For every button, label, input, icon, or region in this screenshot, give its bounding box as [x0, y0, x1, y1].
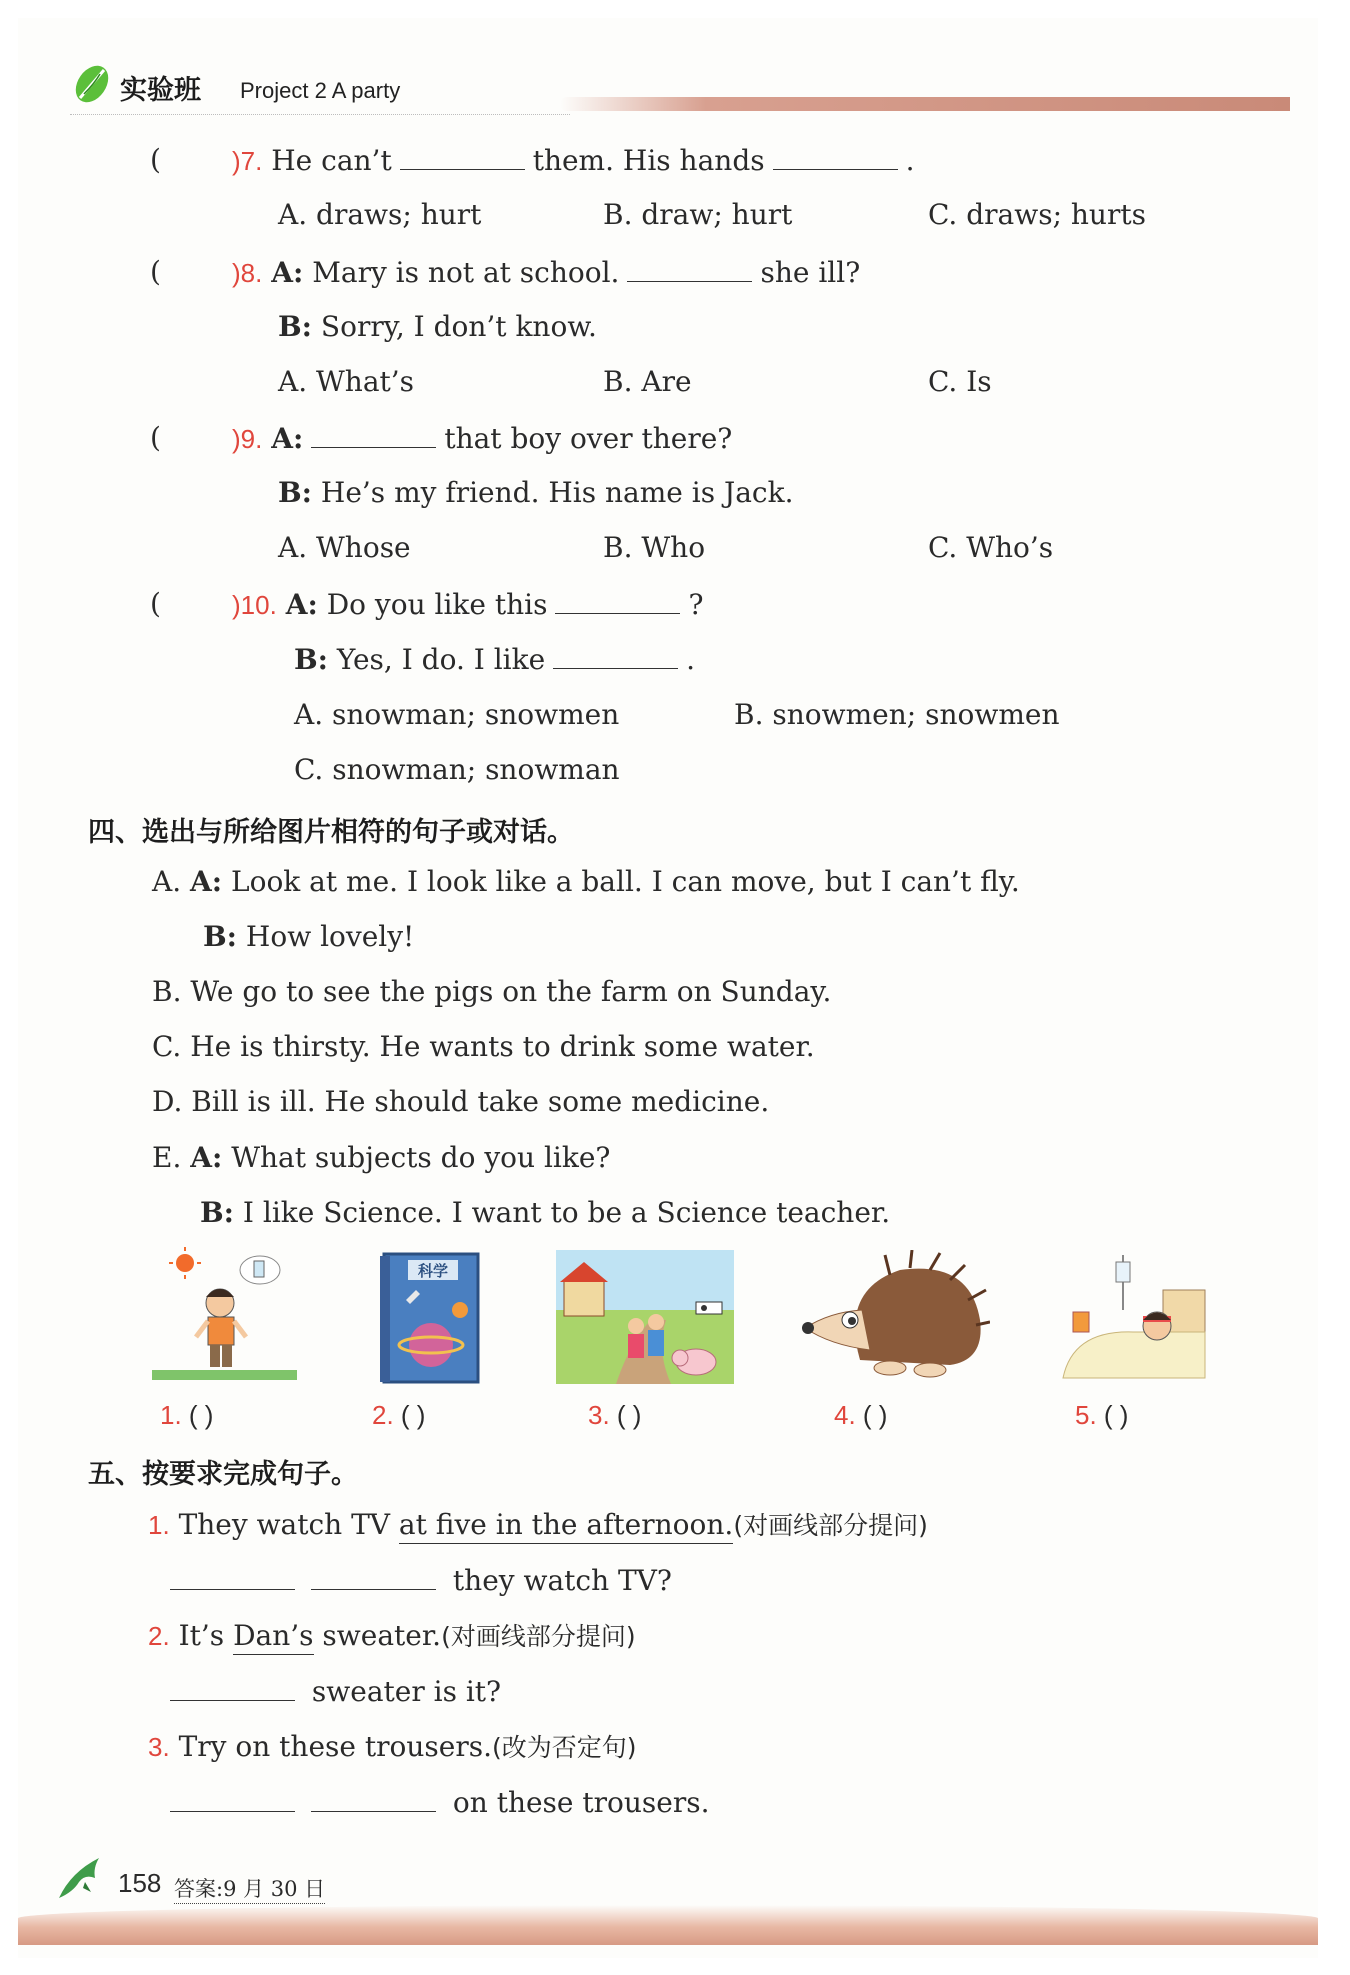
header-divider	[70, 114, 570, 115]
choice-e: E. A: What subjects do you like?	[152, 1141, 611, 1174]
answer-paren-open: (	[150, 143, 161, 176]
answer-blank[interactable]	[311, 421, 436, 448]
answer-blank[interactable]	[555, 587, 680, 614]
choice-c: C. He is thirsty. He wants to drink some water.	[152, 1030, 815, 1063]
option-c: C. snowman; snowman	[294, 753, 620, 786]
question-number: )9.	[232, 424, 263, 454]
option-b: B. Who	[603, 531, 706, 564]
answer-blank[interactable]	[311, 1563, 436, 1590]
page-number: 158	[118, 1868, 162, 1898]
thirsty-boy-picture	[150, 1245, 300, 1385]
answer-blank[interactable]	[773, 143, 898, 170]
question-number: )8.	[232, 258, 263, 288]
header-bar	[560, 97, 1290, 111]
answer-blank[interactable]	[170, 1785, 295, 1812]
answer-paren-open: (	[150, 255, 161, 288]
question-9: )9. A: that boy over there?	[232, 422, 733, 455]
dialogue-b: B: He’s my friend. His name is Jack.	[278, 476, 794, 509]
option-a: A. snowman; snowmen	[294, 698, 620, 731]
option-c: C. Is	[928, 365, 992, 398]
answer-blank[interactable]	[553, 642, 678, 669]
project-title: Project 2 A party	[240, 78, 401, 103]
task-1-answer: they watch TV?	[170, 1563, 672, 1598]
answer-blank[interactable]	[170, 1563, 295, 1590]
task-3-answer: on these trousers.	[170, 1785, 710, 1820]
sick-boy-picture	[1053, 1250, 1213, 1384]
option-b: B. Are	[603, 365, 692, 398]
choice-b: B. We go to see the pigs on the farm on Sunday.	[152, 975, 832, 1008]
question-10: )10. A: Do you like this ?	[232, 588, 704, 621]
science-book-picture	[376, 1250, 484, 1386]
answer-blank[interactable]	[170, 1674, 295, 1701]
picture-label-1: 1. ( )	[160, 1400, 214, 1430]
dialogue-b: B: Sorry, I don’t know.	[278, 310, 597, 343]
option-a: A. Whose	[278, 531, 411, 564]
picture-label-3: 3. ( )	[588, 1400, 642, 1430]
choice-a-reply: B: How lovely!	[203, 920, 415, 953]
option-b: B. snowmen; snowmen	[734, 698, 1060, 731]
task-1: 1. They watch TV at five in the afternoon.(对画线部分提问)	[148, 1508, 928, 1543]
dialogue-b: B: Yes, I do. I like .	[294, 643, 696, 676]
choice-d: D. Bill is ill. He should take some medicine.	[152, 1085, 770, 1118]
answer-date: 答案:9 月 30 日	[174, 1873, 325, 1904]
question-number: )7.	[232, 146, 263, 176]
picture-label-4: 4. ( )	[834, 1400, 888, 1430]
option-a: A. What’s	[278, 365, 415, 398]
book-title: 科学	[417, 1262, 449, 1280]
leaf-logo-icon	[70, 62, 114, 106]
option-c: C. Who’s	[928, 531, 1054, 564]
option-a: A. draws; hurt	[278, 198, 482, 231]
farm-picture	[556, 1250, 734, 1384]
section-5-title: 五、按要求完成句子。	[88, 1459, 358, 1490]
question-number: )10.	[232, 590, 277, 620]
question-8: )8. A: Mary is not at school. she ill?	[232, 256, 861, 289]
choice-e-reply: B: I like Science. I want to be a Science teacher.	[200, 1196, 891, 1229]
task-2-answer: sweater is it?	[170, 1674, 501, 1709]
question-7: )7. He can’t them. His hands .	[232, 144, 915, 177]
footer-bar	[18, 1905, 1318, 1945]
answer-paren-open: (	[150, 587, 161, 620]
answer-paren-open: (	[150, 421, 161, 454]
section-4-title: 四、选出与所给图片相符的句子或对话。	[88, 817, 574, 848]
answer-blank[interactable]	[627, 255, 752, 282]
choice-a: A. A: Look at me. I look like a ball. I can move, but I can’t fly.	[152, 865, 1020, 898]
option-b: B. draw; hurt	[603, 198, 793, 231]
answer-blank[interactable]	[400, 143, 525, 170]
option-c: C. draws; hurts	[928, 198, 1146, 231]
task-2: 2. It’s Dan’s sweater.(对画线部分提问)	[148, 1619, 636, 1654]
answer-blank[interactable]	[311, 1785, 436, 1812]
task-3: 3. Try on these trousers.(改为否定句)	[148, 1730, 637, 1763]
hedgehog-picture	[800, 1250, 990, 1380]
picture-label-2: 2. ( )	[372, 1400, 426, 1430]
brand-title: 实验班	[120, 75, 201, 106]
dolphin-icon	[55, 1852, 107, 1904]
picture-label-5: 5. ( )	[1075, 1400, 1129, 1430]
